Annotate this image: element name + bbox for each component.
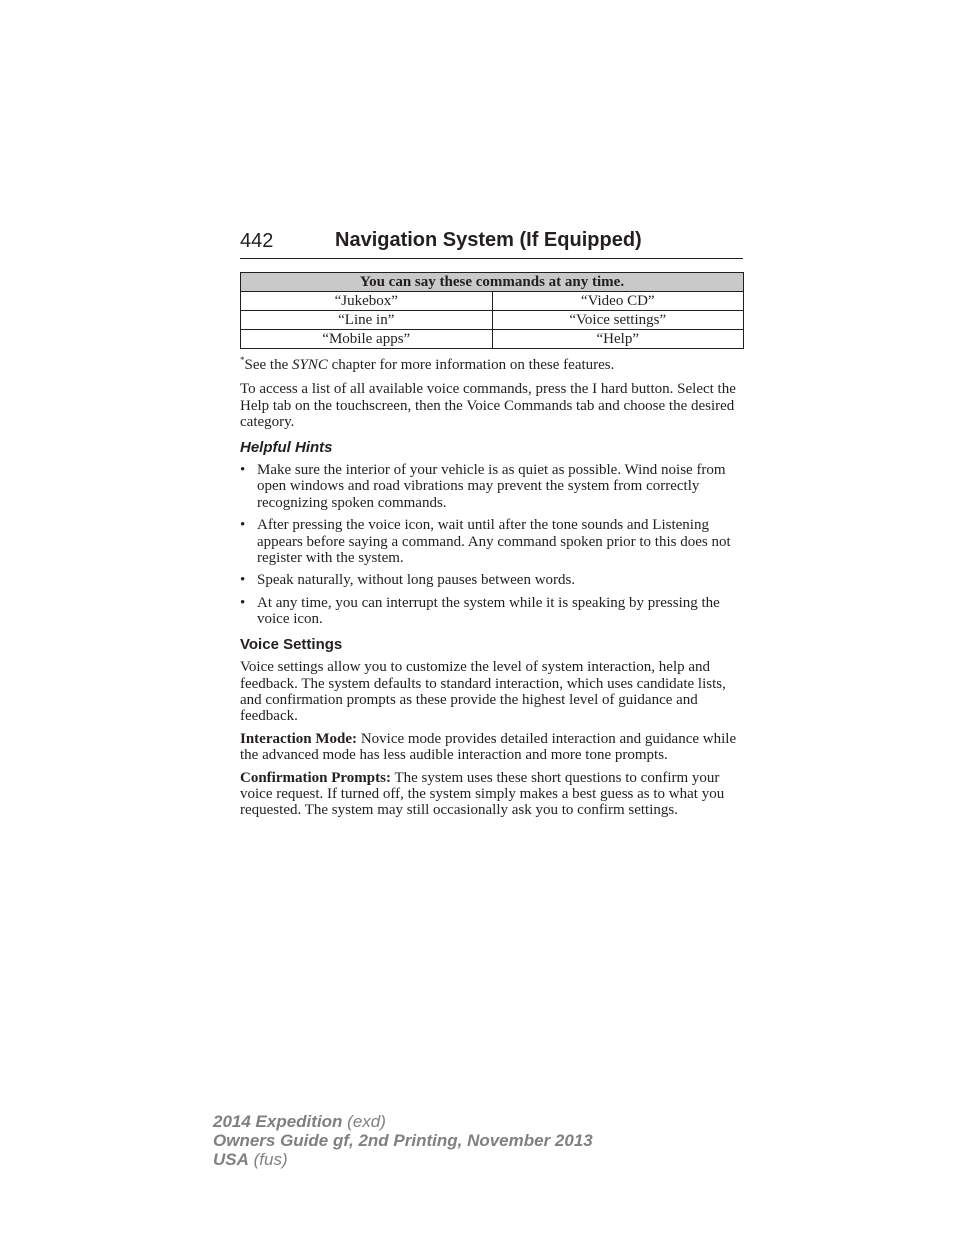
- list-item: [240, 595, 744, 628]
- list-item-text: Speak naturally, without long pauses between words.: [257, 572, 576, 589]
- footer-model: 2014 Expedition: [213, 1112, 343, 1131]
- page-number: 442: [240, 230, 274, 252]
- bullet-icon: •: [240, 594, 246, 611]
- footer-line-1: [213, 1112, 593, 1131]
- table-row: [241, 292, 744, 311]
- helpful-hints-heading: Helpful Hints: [240, 438, 333, 456]
- confirmation-prompts-term: Confirmation Prompts:: [240, 769, 391, 786]
- footer-line-3: [213, 1150, 593, 1169]
- footnote-suffix: chapter for more information on these features.: [327, 357, 615, 373]
- main-content: [240, 357, 744, 825]
- voice-settings-heading: Voice Settings: [240, 635, 343, 653]
- list-item-text: Make sure the interior of your vehicle is as quiet as possible. Wind noise from open windows and road vibrations may prevent the system from correctly recognizing spoken commands.: [257, 462, 726, 511]
- list-item-text: At any time, you can interrupt the system while it is speaking by pressing the voice icon.: [257, 594, 720, 628]
- table-cell: “Mobile apps”: [241, 330, 493, 349]
- helpful-hints-list: [240, 462, 744, 628]
- bullet-icon: •: [240, 462, 246, 479]
- table-header-row: [241, 273, 744, 292]
- footer-market: USA: [213, 1150, 249, 1169]
- table-cell: “Video CD”: [492, 292, 744, 311]
- table-heading: You can say these commands at any time.: [241, 273, 744, 292]
- interaction-mode-paragraph: [240, 731, 744, 764]
- voice-settings-intro: Voice settings allow you to customize the level of system interaction, help and feedback. The system defaults to standard interaction, which uses candidate lists, and confirmation prompts as these provide the highest level of guidance and feedback.: [240, 659, 726, 725]
- bullet-icon: •: [240, 517, 246, 534]
- table-row: [241, 311, 744, 330]
- access-paragraph: To access a list of all available voice commands, press the I hard button. Select the Help tab on the touchscreen, then the Voice Commands tab and choose the desired category.: [240, 381, 736, 431]
- list-item: [240, 572, 744, 588]
- footnote-prefix: See the: [244, 357, 292, 373]
- confirmation-prompts-paragraph: [240, 770, 744, 819]
- page-footer: [213, 1112, 593, 1169]
- table-cell: “Help”: [492, 330, 744, 349]
- footnote-sync: SYNC: [291, 357, 328, 373]
- interaction-mode-term: Interaction Mode:: [240, 730, 358, 747]
- table-cell: “Jukebox”: [241, 292, 493, 311]
- footnote: [240, 357, 744, 373]
- bullet-icon: •: [240, 572, 246, 589]
- interaction-mode-text: Novice mode provides detailed interaction and guidance while the advanced mode has less audible interaction and more tone prompts.: [240, 730, 737, 764]
- voice-commands-table: [240, 272, 744, 349]
- footer-line-2: Owners Guide gf, 2nd Printing, November 2013: [213, 1131, 593, 1150]
- list-item: [240, 517, 744, 566]
- page-header: [240, 228, 743, 259]
- page-title: Navigation System (If Equipped): [335, 229, 642, 251]
- table-row: [241, 330, 744, 349]
- table-cell: “Line in”: [241, 311, 493, 330]
- list-item: [240, 462, 744, 511]
- footer-market-code: (fus): [248, 1150, 288, 1169]
- table-cell: “Voice settings”: [492, 311, 744, 330]
- footer-model-code: (exd): [342, 1112, 386, 1131]
- footnote-marker: *: [240, 355, 245, 365]
- confirmation-prompts-text: The system uses these short questions to confirm your voice request. If turned off, the system simply makes a best guess as to what you requested. The system may still occasionally ask you to confirm settings.: [240, 769, 725, 819]
- list-item-text: After pressing the voice icon, wait until after the tone sounds and Listening appears before saying a command. Any command spoken prior to this does not register with the system.: [257, 517, 731, 567]
